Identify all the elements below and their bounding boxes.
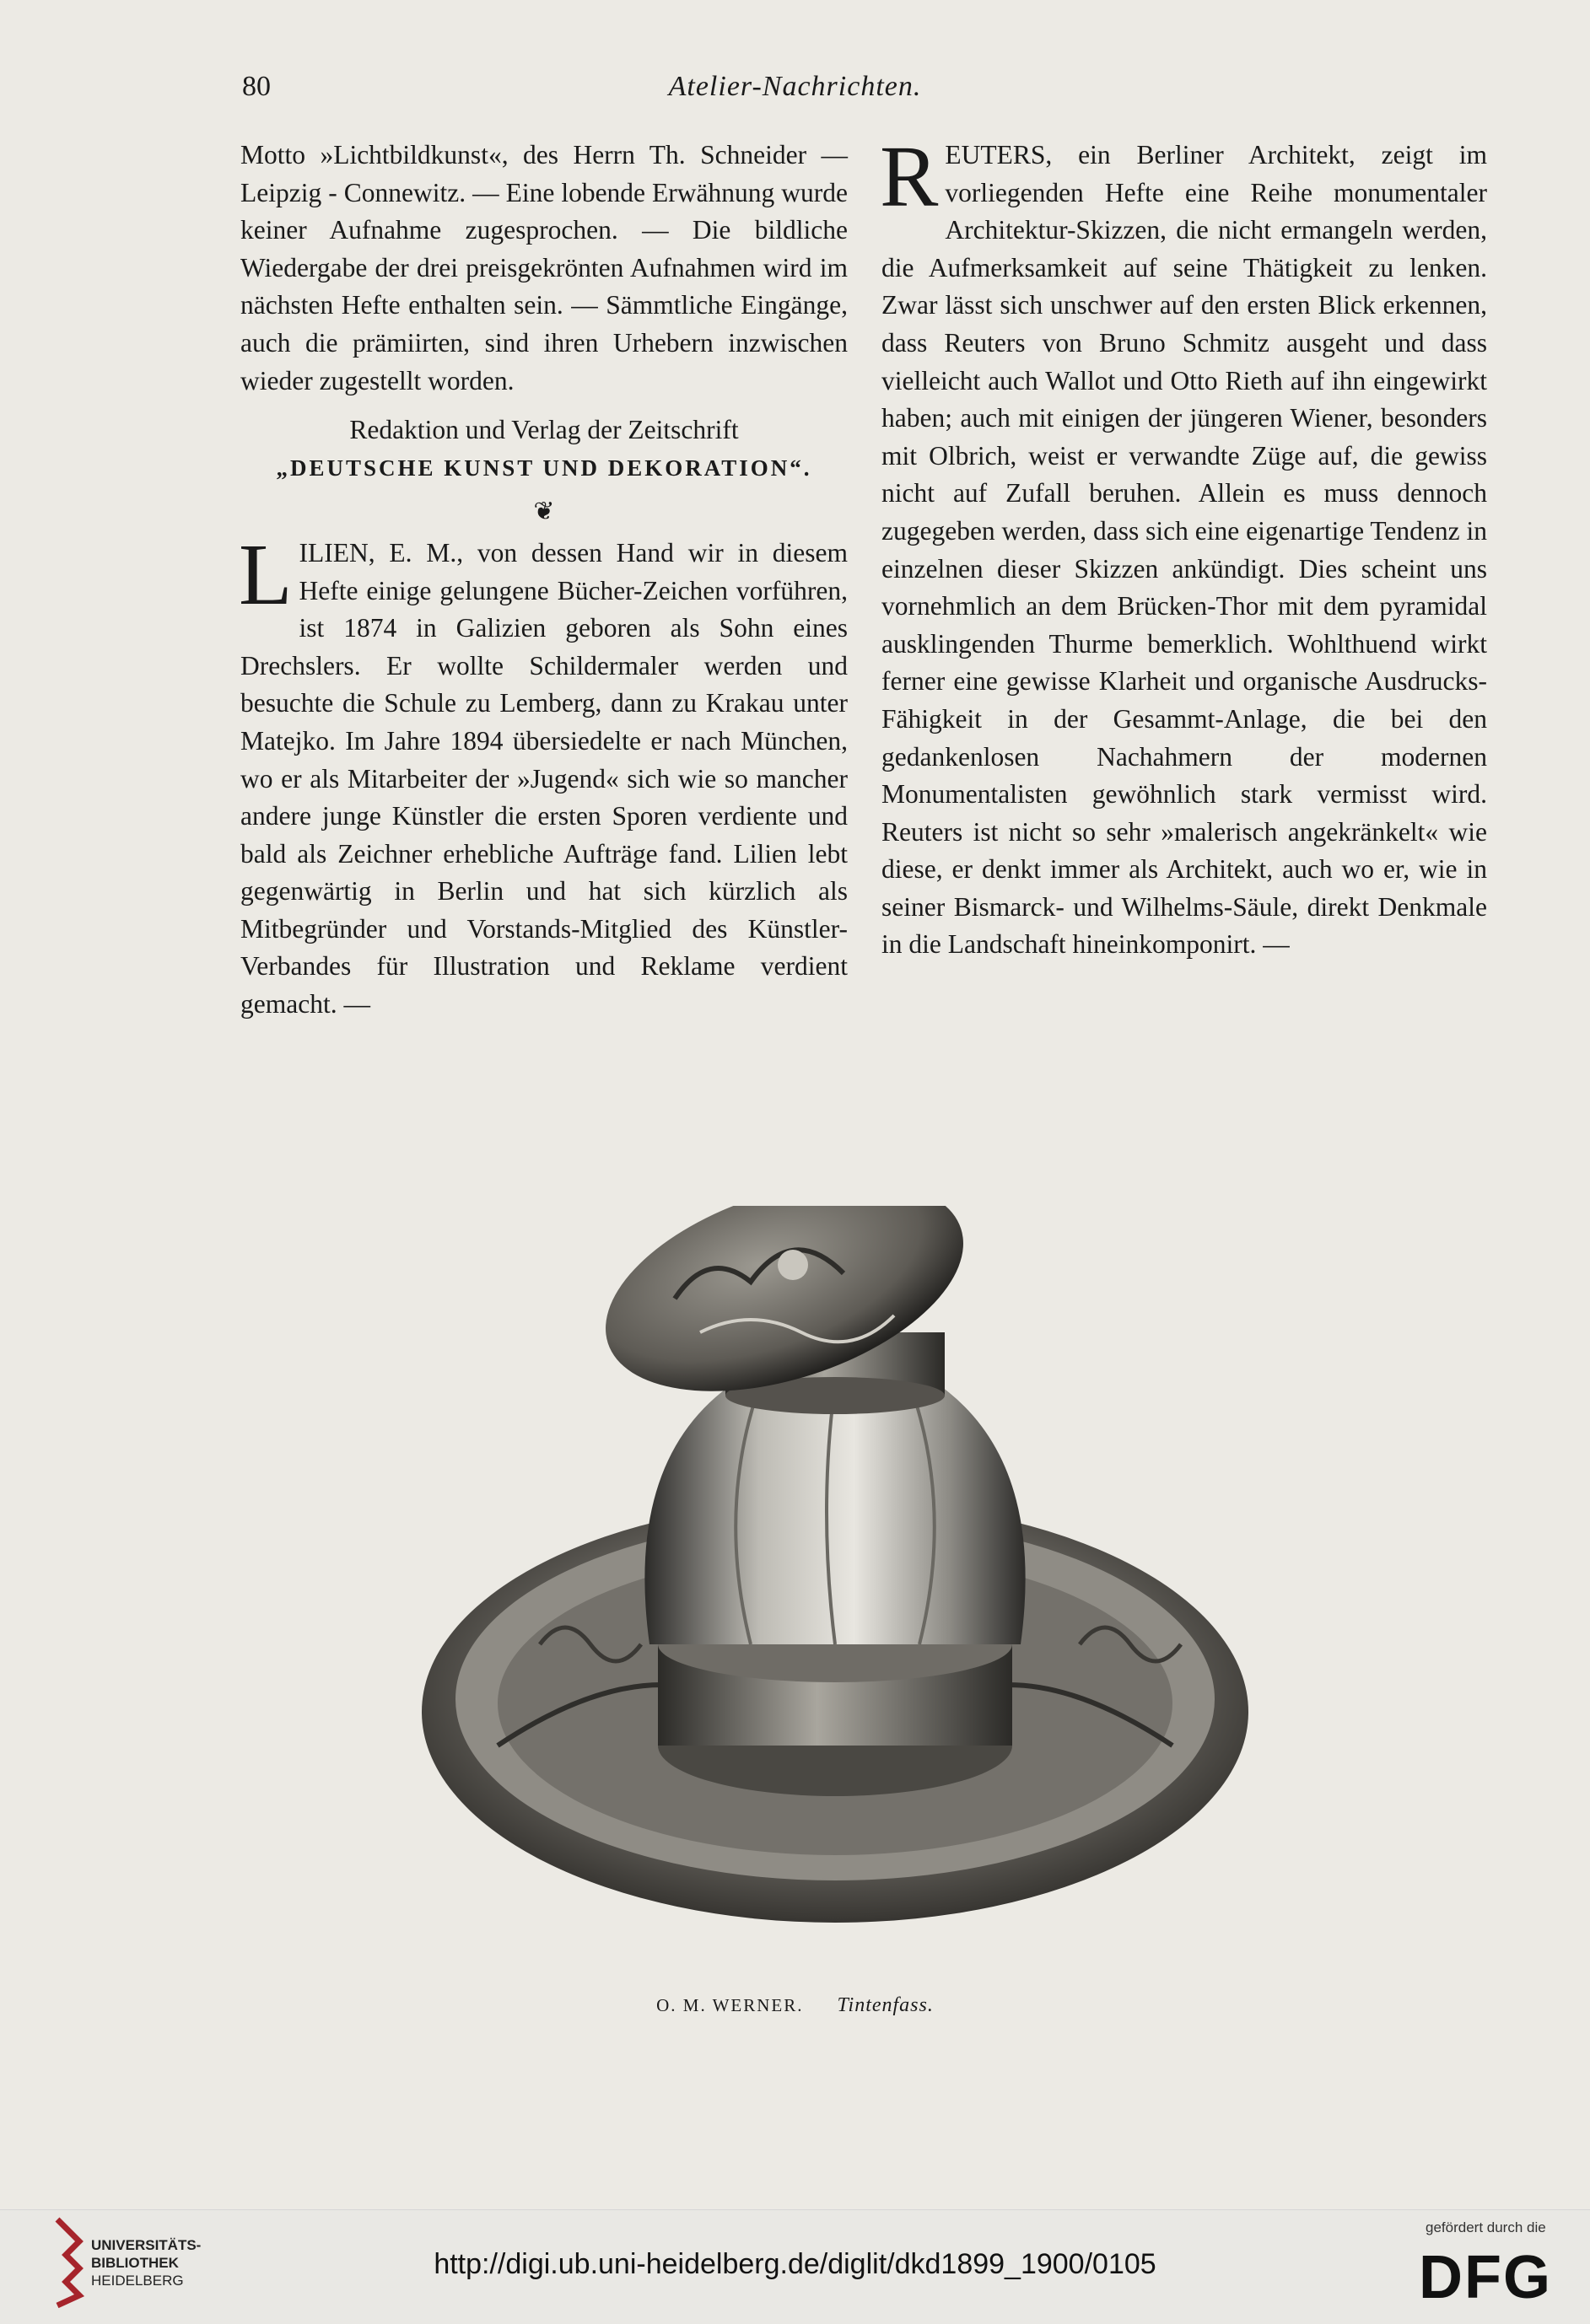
publisher-line: Redaktion und Verlag der Zeitschrift [349,415,739,445]
drop-cap-l: L [239,525,293,623]
figure-caption [0,1994,1590,2017]
drop-cap-r: R [880,128,939,225]
page-number: 80 [242,71,271,102]
running-title: Atelier-Nachrichten. [668,71,922,102]
lilien-paragraph [239,525,848,1024]
magazine-name: „DEUTSCHE KUNST UND DEKORATION“. [276,455,812,481]
reuters-paragraph [880,128,1487,964]
library-name[interactable]: UNIVERSITÄTS- BIBLIOTHEK HEIDELBERG [91,2237,202,2289]
left-column [240,137,848,1024]
dfg-logo[interactable]: DFG [1419,2244,1552,2311]
lilien-text: ILIEN, E. M., von dessen Hand wir in diesem Hefte einige gelungene Bücher-Zeichen vorführen, ist 1874 in Galizien geboren als Sohn eines Drechslers. Er wollte Schildermaler werden und besuchte die Schule zu Lemberg, dann zu Krakau unter Matejko. Im Jahre 1894 übersiedelte er nach München, wo er als Mitarbeiter der »Jugend« sich wie so mancher andere junge Künstler die ersten Sporen verdiente und bald als Zeichner erhebliche Aufträge fand. Lilien lebt gegenwärtig in Berlin und hat sich kürzlich als Mitbegründer und Vorstands-Mitglied des Künstler-Verbandes für Illustration und Reklame verdient gemacht. — [240,537,848,1019]
caption-author: O. M. WERNER. [656,1995,804,2015]
reuters-text: EUTERS, ein Berliner Architekt, zeigt im vorliegenden Hefte eine Reihe monumentaler Architektur-Skizzen, die nicht ermangeln werden, die Aufmerksamkeit auf seine Thätigkeit zu lenken. Zwar lässt sich unschwer auf den ersten Blick erkennen, dass Reuters von Bruno Schmitz ausgeht und dass vielleicht auch Wallot und Otto Rieth auf ihn eingewirkt haben; auch mit einigen der jüngeren Wiener, besonders mit Olbrich, weist er verwandte Züge auf, die gewiss nicht auf Zufall beruhen. Allein es muss dennoch zugegeben werden, dass sich eine eigenartige Tendenz in einzelnen dieser Skizzen ankündigt. Dies scheint uns vornehmlich an dem Brücken-Thor mit dem pyramidal ausklingenden Thurme bemerklich. Wohlthuend wirkt ferner eine gewisse Klarheit und organische Ausdrucks-Fähigkeit in der Gesammt-Anlage, die bei den gedankenlosen Nachahmern der modernen Monumentalisten gewöhnlich stark vermisst wird. Reuters ist nicht so sehr »malerisch angekränkelt« wie diese, er denkt immer als Architekt, auch wo er, wie in seiner Bismarck- und Wilhelms-Säule, direkt Denkmale in die Landschaft hineinkomponirt. — [881,140,1487,960]
inkwell-illustration [396,1206,1493,1948]
ornament: ❦ [533,498,555,526]
sponsor-note: gefördert durch die [1426,2219,1546,2235]
right-column [880,128,1487,964]
left-paragraph-1: Motto »Lichtbildkunst«, des Herrn Th. Schneider — Leipzig - Connewitz. — Eine lobende Erwähnung wurde keiner Aufnahme zugesprochen. — Die bildliche Wiedergabe der drei preisgekrönten Aufnahmen wird im nächsten Hefte enthalten sein. — Sämmtliche Eingänge, auch die prämiirten, sind ihren Urhebern inzwischen wieder zugestellt worden. [240,140,848,395]
permalink-url[interactable]: http://digi.ub.uni-heidelberg.de/diglit/dkd1899_1900/0105 [434,2248,1156,2280]
caption-title: Tintenfass. [837,1994,934,2016]
